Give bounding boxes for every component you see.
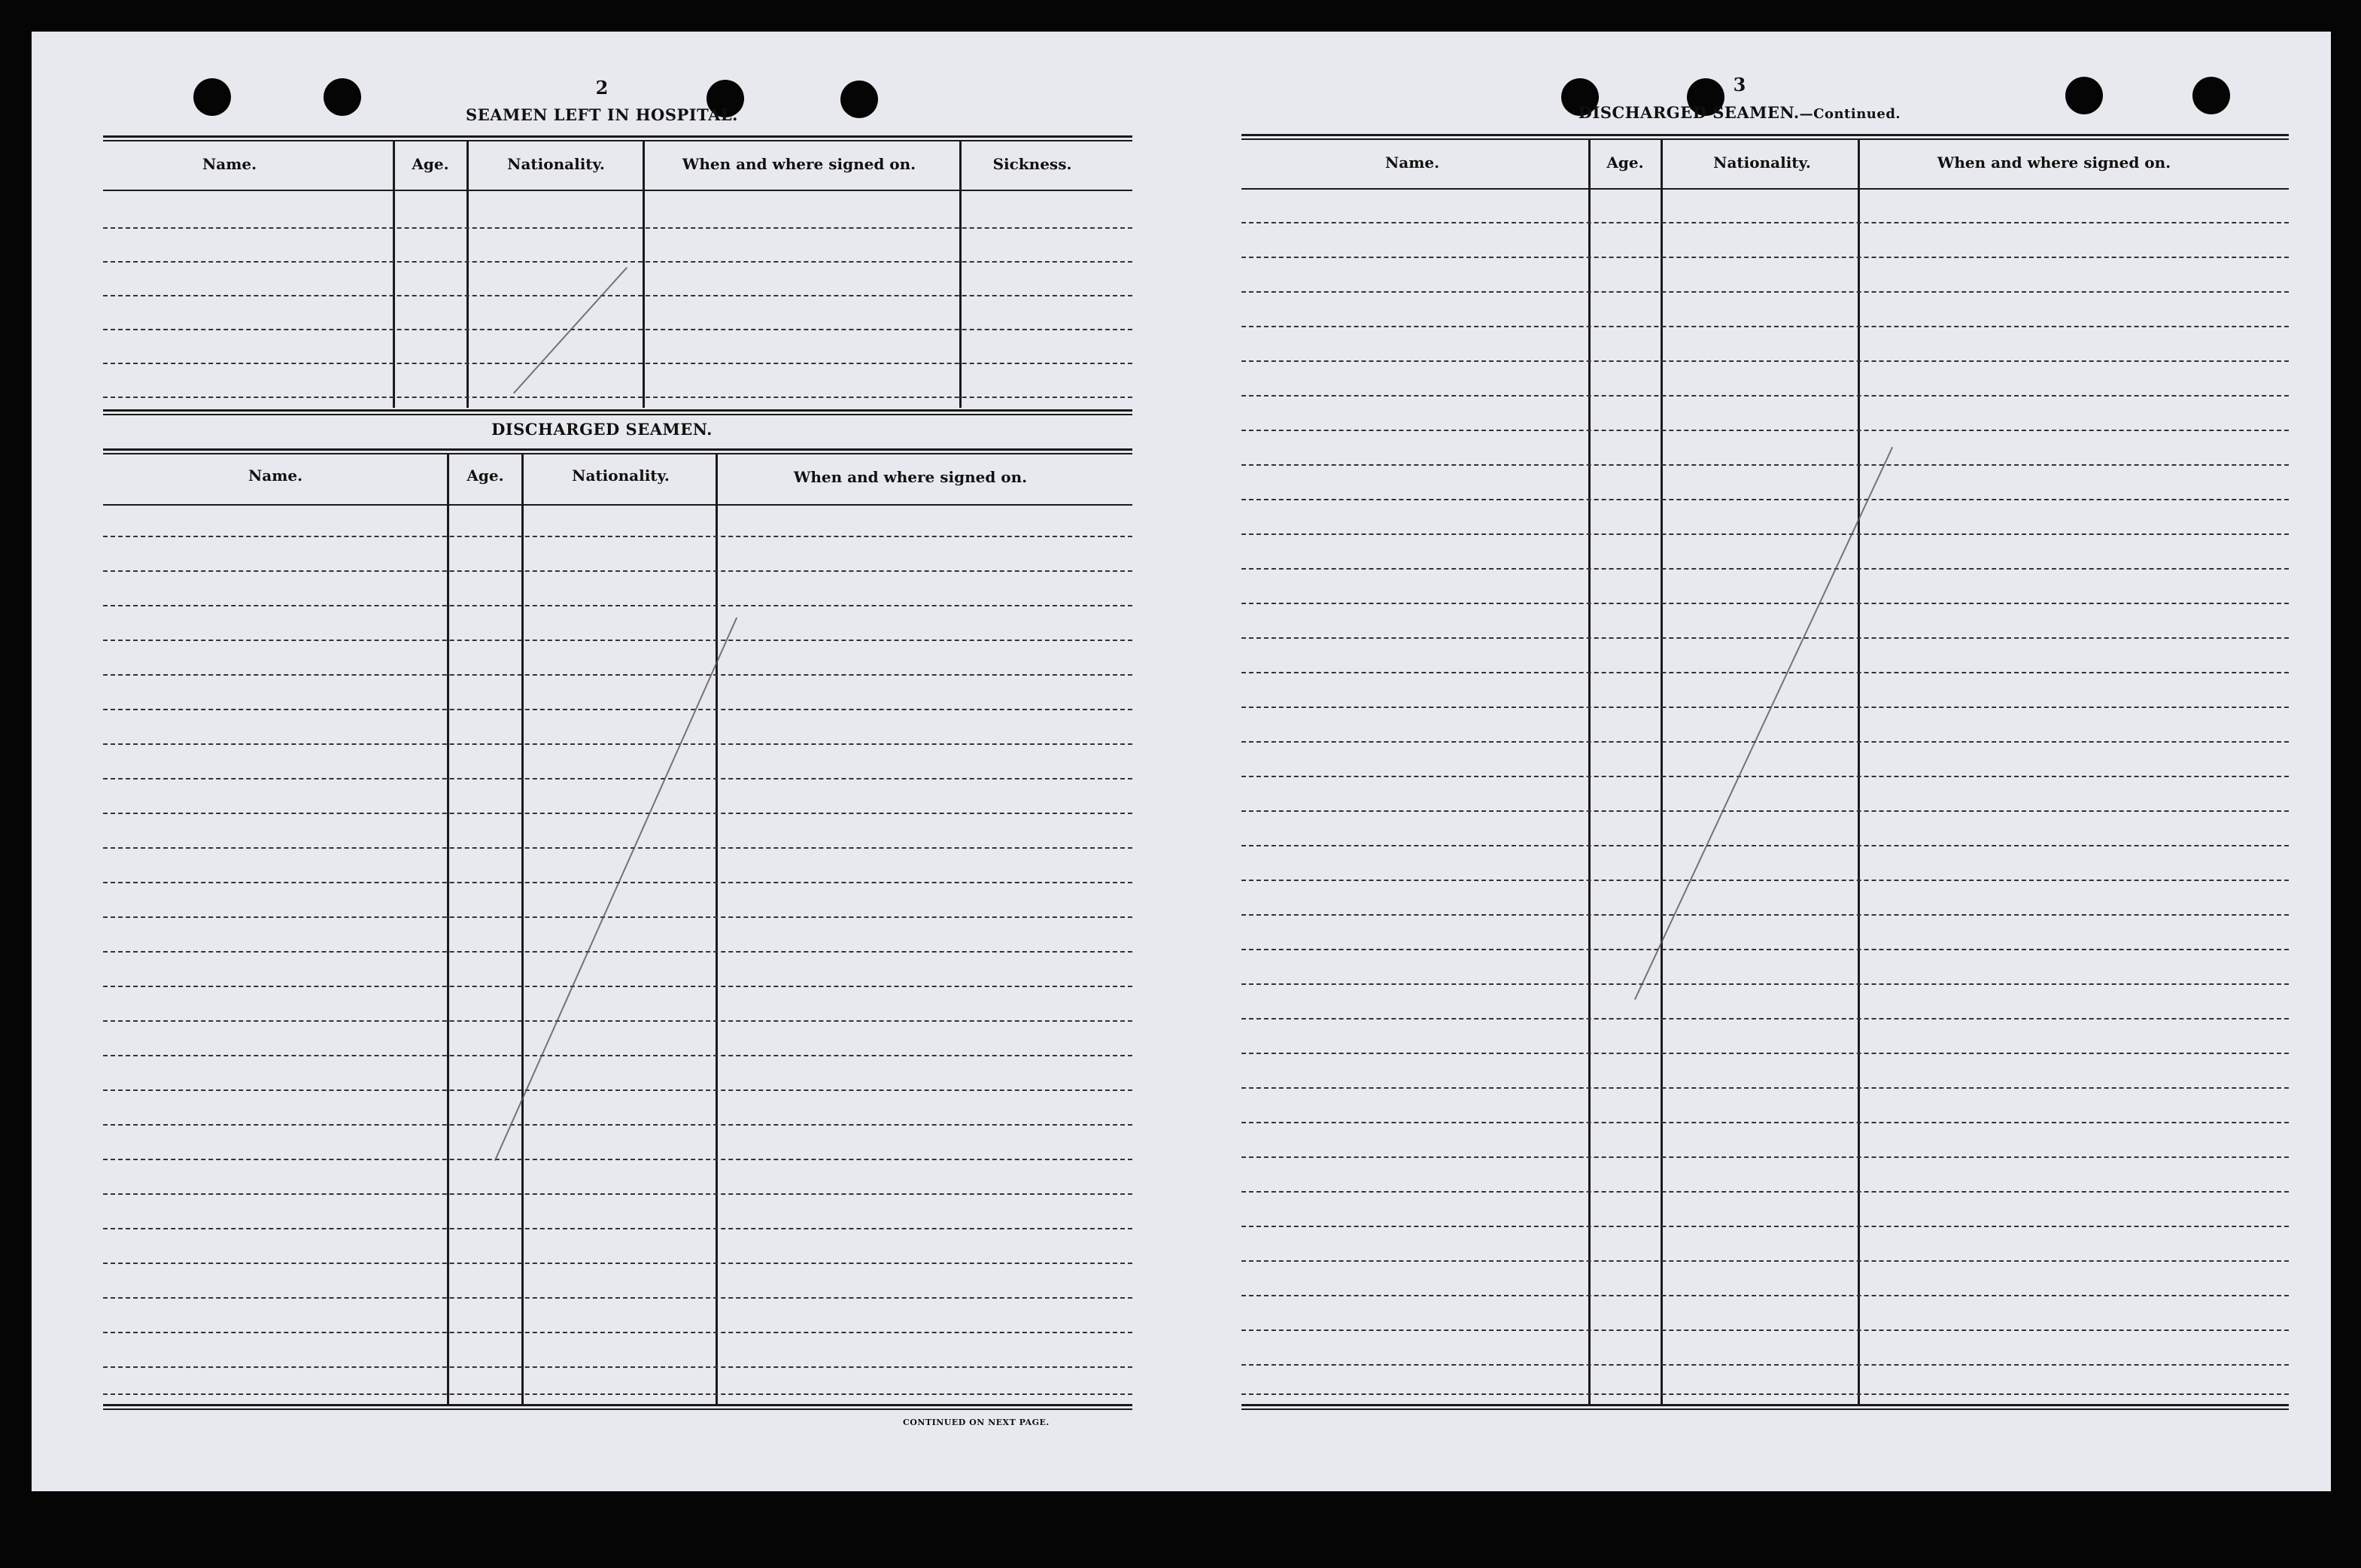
pencil-strike	[494, 617, 737, 1160]
column-header-age: Age.	[412, 155, 449, 173]
table-row	[103, 640, 1132, 641]
table-row	[1241, 326, 2289, 327]
table-row	[103, 813, 1132, 814]
column-header-nationality: Nationality.	[572, 466, 670, 485]
column-header-name: Name.	[1384, 153, 1440, 172]
column-divider	[1858, 140, 1860, 1404]
table-row	[1241, 1226, 2289, 1227]
table-row	[103, 1332, 1132, 1333]
table-row	[1241, 1053, 2289, 1054]
table-row	[1241, 672, 2289, 673]
table-row	[103, 778, 1132, 779]
rule	[103, 1404, 1132, 1406]
column-header-nationality: Nationality.	[507, 155, 605, 173]
rule	[1241, 1408, 2289, 1410]
column-header-signed-on: When and where signed on.	[1937, 153, 2171, 172]
ledger-sheet	[32, 32, 2331, 1491]
table-row	[103, 1193, 1132, 1195]
column-header-age: Age.	[466, 466, 504, 485]
rule	[103, 409, 1132, 412]
column-divider	[716, 454, 718, 1404]
column-header-signed-on: When and where signed on.	[793, 468, 1028, 486]
table-row	[1241, 568, 2289, 570]
column-header-signed-on: When and where signed on.	[682, 155, 916, 173]
table-row	[103, 1020, 1132, 1022]
column-divider	[466, 141, 469, 408]
table-row	[1241, 1122, 2289, 1123]
table-row	[1241, 776, 2289, 777]
table-row	[1241, 1156, 2289, 1158]
table-row	[103, 1297, 1132, 1299]
rule	[103, 414, 1132, 415]
column-header-age: Age.	[1606, 153, 1644, 172]
hospital-section-title: SEAMEN LEFT IN HOSPITAL.	[466, 105, 738, 124]
page-number: 3	[1733, 74, 1746, 96]
column-divider	[521, 454, 524, 1404]
table-row	[103, 986, 1132, 987]
table-row	[1241, 949, 2289, 950]
rule	[103, 453, 1132, 454]
table-row	[1241, 1087, 2289, 1089]
table-row	[1241, 1393, 2289, 1395]
table-row	[1241, 1191, 2289, 1193]
table-row	[103, 1055, 1132, 1056]
table-row	[1241, 1260, 2289, 1262]
table-row	[103, 709, 1132, 710]
table-row	[1241, 637, 2289, 639]
pencil-strike	[1634, 447, 1893, 1000]
column-divider	[643, 141, 645, 408]
column-divider	[1661, 140, 1663, 1404]
table-row	[1241, 1018, 2289, 1020]
table-row	[1241, 880, 2289, 881]
table-row	[1241, 222, 2289, 223]
table-row	[1241, 810, 2289, 812]
table-row	[1241, 707, 2289, 708]
table-row	[1241, 499, 2289, 500]
rule	[103, 504, 1132, 506]
table-row	[1241, 464, 2289, 466]
table-row	[103, 1228, 1132, 1229]
title-continued: —Continued.	[1799, 106, 1901, 122]
column-divider	[393, 141, 395, 408]
table-row	[1241, 257, 2289, 258]
column-divider	[1588, 140, 1591, 1404]
column-header-sickness: Sickness.	[992, 155, 1072, 173]
page-number: 2	[595, 77, 609, 99]
rule	[103, 1408, 1132, 1410]
table-row	[1241, 1295, 2289, 1296]
table-row	[1241, 914, 2289, 916]
rule	[103, 448, 1132, 451]
table-row	[103, 570, 1132, 572]
rule	[1241, 138, 2289, 140]
table-row	[103, 1159, 1132, 1160]
table-row	[103, 951, 1132, 953]
rule	[103, 190, 1132, 191]
column-divider	[447, 454, 449, 1404]
table-row	[103, 261, 1132, 263]
column-header-nationality: Nationality.	[1713, 153, 1811, 172]
table-row	[1241, 741, 2289, 743]
table-row	[1241, 603, 2289, 604]
table-row	[1241, 1329, 2289, 1331]
rule	[103, 140, 1132, 141]
table-row	[103, 397, 1132, 398]
continued-note: CONTINUED ON NEXT PAGE.	[903, 1418, 1050, 1427]
rule	[103, 135, 1132, 138]
table-row	[1241, 360, 2289, 362]
punch-hole	[2065, 77, 2103, 114]
discharged-continued-title	[1579, 103, 1901, 122]
table-row	[1241, 395, 2289, 397]
punch-hole	[840, 81, 878, 118]
punch-hole	[2192, 77, 2230, 114]
table-row	[1241, 983, 2289, 985]
table-row	[103, 1263, 1132, 1264]
table-row	[103, 605, 1132, 606]
table-row	[1241, 533, 2289, 535]
table-row	[103, 916, 1132, 918]
table-row	[103, 536, 1132, 537]
punch-hole	[324, 78, 361, 116]
column-header-name: Name.	[248, 466, 303, 485]
table-row	[103, 295, 1132, 296]
table-row	[103, 1124, 1132, 1126]
punch-hole	[193, 78, 231, 116]
table-row	[103, 227, 1132, 229]
column-divider	[959, 141, 962, 408]
table-row	[103, 847, 1132, 849]
table-row	[103, 1366, 1132, 1368]
table-row	[1241, 430, 2289, 431]
table-row	[103, 329, 1132, 330]
title-text: DISCHARGED SEAMEN.	[1578, 103, 1800, 122]
rule	[1241, 1404, 2289, 1406]
table-row	[1241, 845, 2289, 846]
rule	[1241, 134, 2289, 136]
table-row	[103, 363, 1132, 364]
rule	[1241, 188, 2289, 190]
table-row	[1241, 291, 2289, 293]
table-row	[103, 1089, 1132, 1091]
table-row	[103, 674, 1132, 676]
table-row	[1241, 1364, 2289, 1366]
table-row	[103, 743, 1132, 745]
table-row	[103, 1393, 1132, 1395]
discharged-section-title: DISCHARGED SEAMEN.	[491, 420, 713, 439]
column-header-name: Name.	[202, 155, 257, 173]
